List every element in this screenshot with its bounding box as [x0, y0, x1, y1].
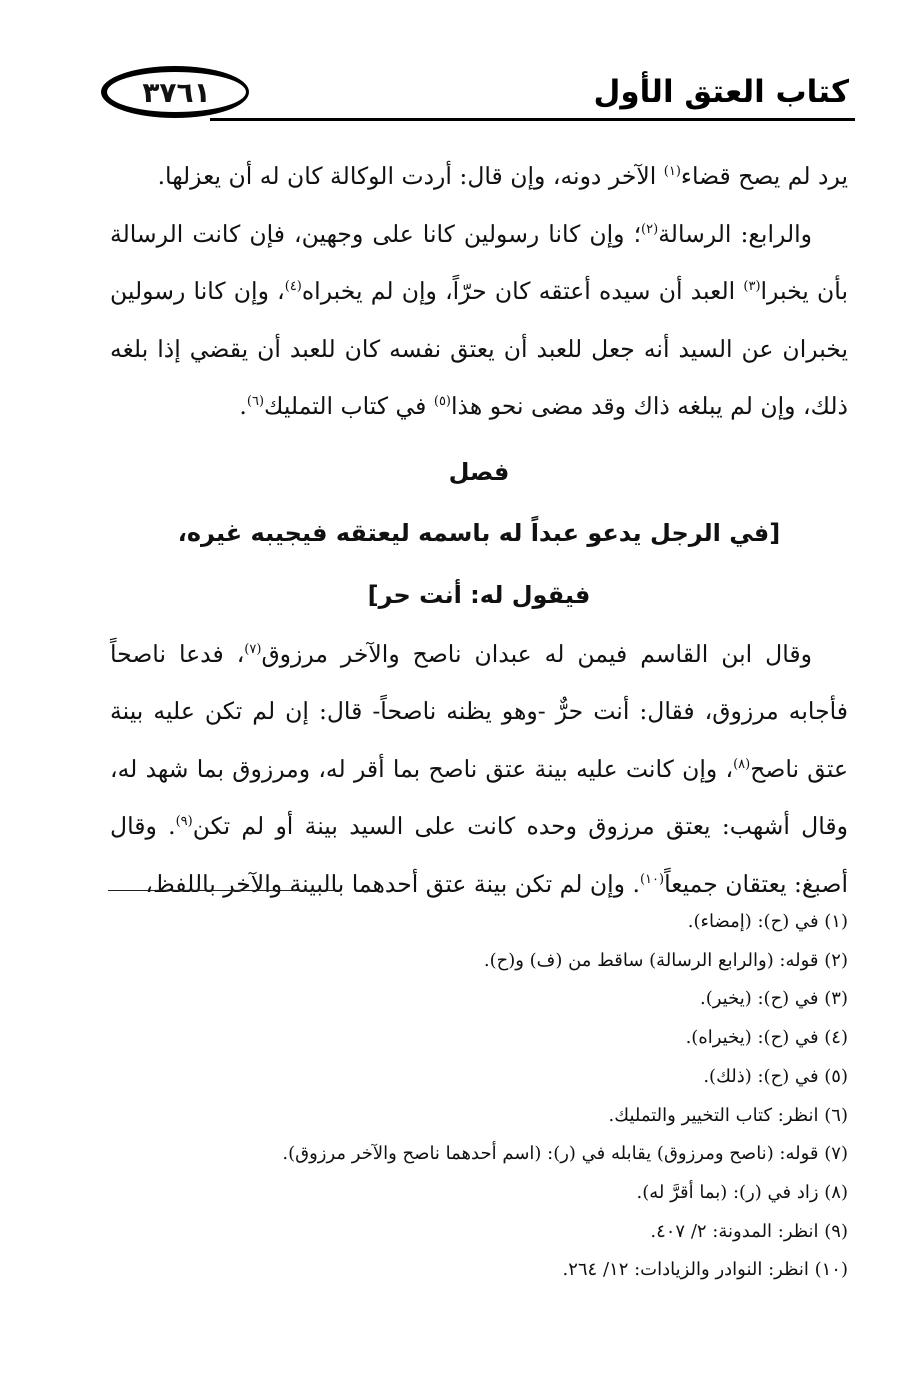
- footnote-5: (٥) في (ح): (ذلك).: [703, 1065, 848, 1087]
- footnote-ref: (٤): [284, 279, 302, 295]
- paragraph-3: وقال ابن القاسم فيمن له عبدان ناصح والآخر مرزوق$^{(٧)}$، فدعا ناصحاً فأجابه مرزوق، فقال: أنت حرٌّ -وهو يظنه ناصحاً- قال: إن لم تكن عليه بينة عتق ناصح$^{(٨)}$، وإن كانت عليه بينة عتق ناصح بما أقر له، ومرزوق بما شهد له، وقال أشهب: يعتق مرزوق وحده كانت على السيد بينة أو لم تكن$^{(٩)}$. وقال أصبغ: يعتقان جميعاً$^{(١٠)}$. وإن لم تكن بينة عتق أحدهما بالبينة والآخر باللفظ،: [110, 639, 848, 898]
- footnote-ref: (١٠): [639, 871, 665, 887]
- paragraph-2: والرابع: الرسالة$^{(٢)}$؛ وإن كانا رسولين كانا على وجهين، فإن كانت الرسالة بأن يخبرا$^{(٣)}$ العبد أن سيده أعتقه كان حرّاً، وإن لم يخبراه$^{(٤)}$، وإن كانا رسولين يخبران عن السيد أنه جعل للعبد أن يعتق نفسه كان للعبد أن يقضي إذا بلغه ذلك، وإن لم يبلغه ذاك وقد مضى نحو هذا$^{(٥)}$ في كتاب التمليك$^{(٦)}$.: [110, 219, 848, 420]
- page-header: [95, 58, 855, 128]
- footnotes-list: [110, 903, 848, 1290]
- page-number: ٣٧٦١: [142, 75, 211, 109]
- footnote-6: (٦) انظر: كتاب التخيير والتمليك.: [608, 1104, 848, 1126]
- footnote-ref: (٥): [433, 394, 451, 410]
- book-title: كتاب العتق الأول: [593, 74, 849, 110]
- paragraph-1: يرد لم يصح قضاء$^{(١)}$ الآخر دونه، وإن قال: أردت الوكالة كان له أن يعزلها.: [157, 162, 848, 190]
- footnote-ref: (١): [663, 164, 681, 180]
- footnote-8: (٨) زاد في (ر): (بما أقرَّ له).: [636, 1181, 848, 1203]
- footnote-ref: (٨): [733, 756, 751, 772]
- footnote-ref: (٦): [246, 394, 265, 410]
- section-heading: فصل: [448, 457, 510, 486]
- footnote-9: (٩) انظر: المدونة: ٢/ ٤٠٧.: [650, 1220, 848, 1242]
- header-rule: [210, 118, 855, 121]
- footnote-4: (٤) في (ح): (يخيراه).: [685, 1027, 848, 1049]
- section-subheading-line-2: فيقول له: أنت حر]: [367, 580, 591, 609]
- footnote-7: (٧) قوله: (ناصح ومرزوق) يقابله في (ر): (اسم أحدهما ناصح والآخر مرزوق).: [282, 1143, 848, 1165]
- footnote-1: (١) في (ح): (إمضاء).: [687, 911, 848, 932]
- footnote-10: (١٠) انظر: النوادر والزيادات: ١٢/ ٢٦٤.: [562, 1259, 848, 1281]
- footnote-2: (٢) قوله: (والرابع الرسالة) ساقط من (ف) و(ح).: [483, 949, 848, 971]
- footnote-ref: (٩): [175, 814, 193, 830]
- footnote-3: (٣) في (ح): (يخير).: [700, 988, 848, 1010]
- footnote-ref: (٣): [743, 279, 761, 295]
- page-number-oval: [101, 66, 249, 118]
- footnote-ref: (٧): [244, 641, 262, 657]
- footnote-ref: (٢): [641, 221, 659, 237]
- main-text: [110, 148, 848, 913]
- section-subheading-line-1: [في الرجل يدعو عبداً له باسمه ليعتقه فيجيبه غيره،: [177, 518, 781, 547]
- footnote-separator: [108, 890, 336, 891]
